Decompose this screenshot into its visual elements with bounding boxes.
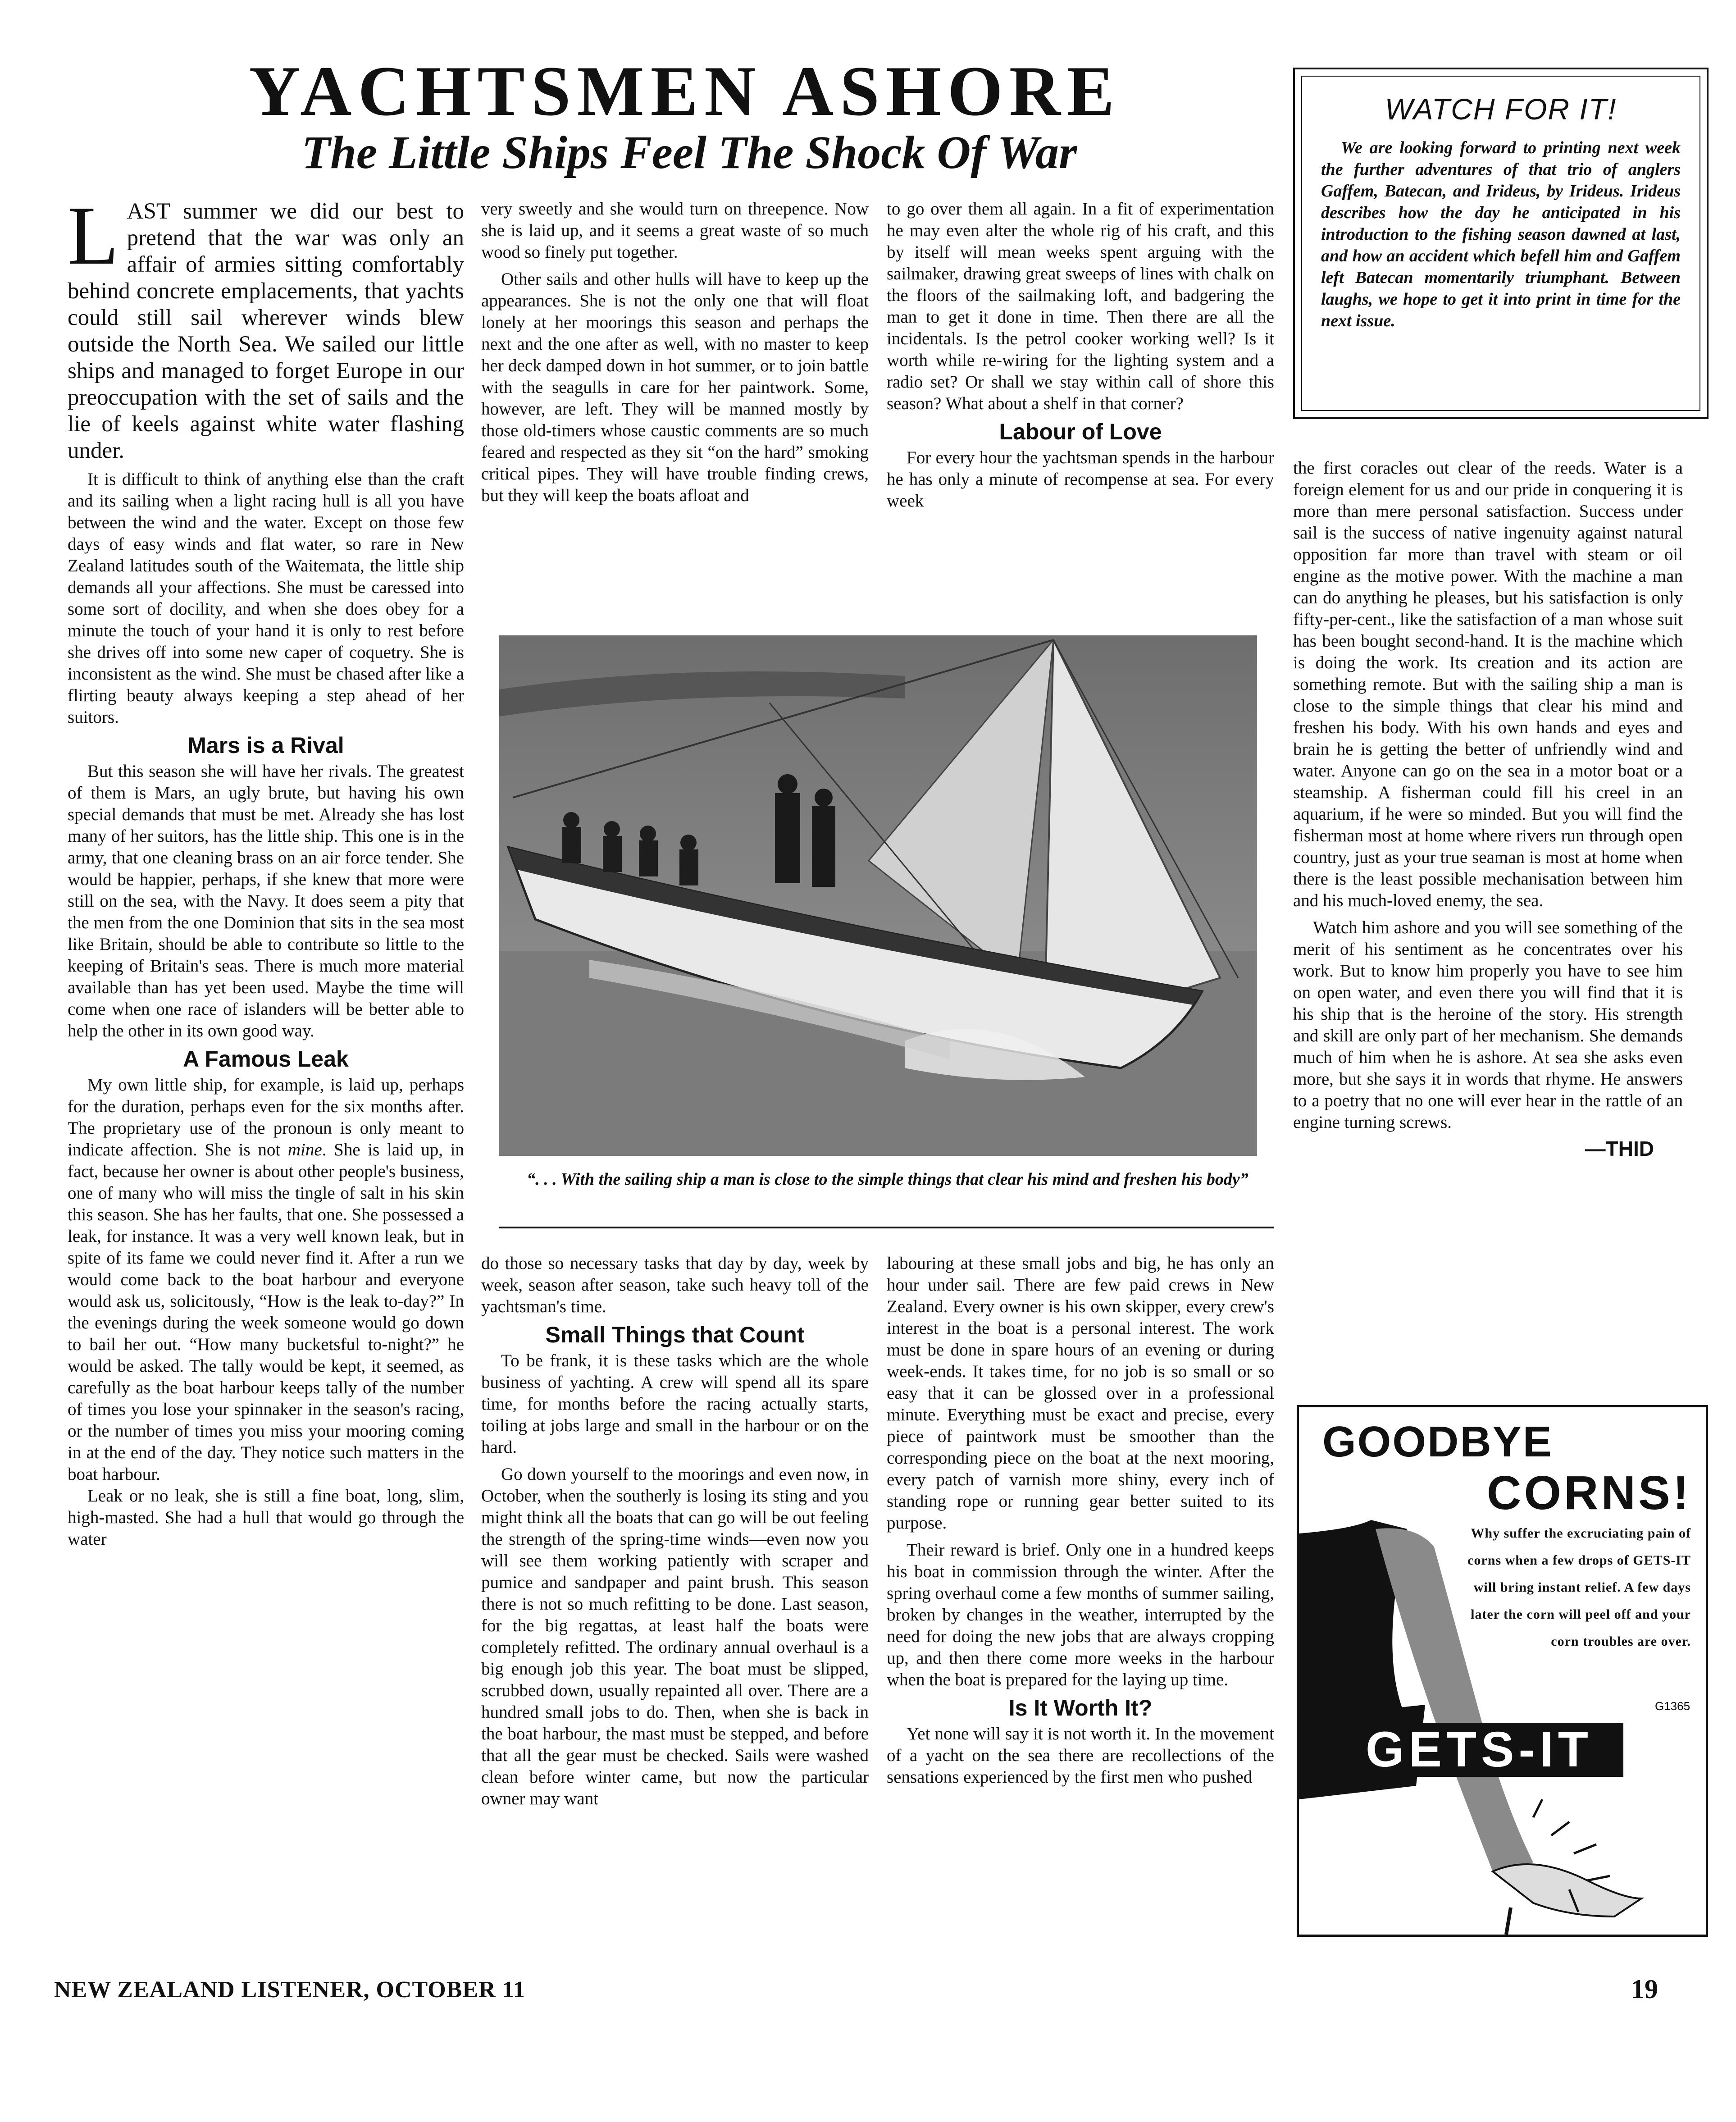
ad-headline-goodbye: GOODBYE	[1322, 1418, 1553, 1466]
paragraph: Leak or no leak, she is still a fine boat, long, slim, high-masted. She had a hull that would go through the water	[68, 1486, 464, 1549]
paragraph-text: . She is laid up, in fact, because her owner is about other people's business, one of many who will miss the tingle of salt in his skin this season. She has her faults, that one. She possessed a leak, for instance. It was a very well known leak, but in spite of its fame we could never find it. After a run we would come back to the boat harbour and everyone would ask us, solicitously, “How is the leak to-day?” In the evenings during the week someone would go down to bail her out. “How many bucketsful to-night?” he would be asked. The tally would be kept, it seemed, as carefully as the boat harbour keeps tally of the number of times you lose your spinnaker in the season's racing, or the number of times you miss your mooring coming in at the end of the day. They notice such matters in the boat harbour.	[68, 1140, 465, 1484]
watch-for-it-box	[1293, 68, 1709, 419]
article-subtitle: The Little Ships Feel The Shock Of War	[301, 127, 1077, 178]
paragraph: very sweetly and she would turn on threepence. Now she is laid up, and it seems a great waste of so much wood so finely put together.	[481, 199, 869, 262]
lead-text: AST summer we did our best to pretend that the war was only an affair of armies sitting comfortably behind concrete emplacements, that yachts could still sail wherever winds blew outside the North Sea. We sailed our little ships and managed to forget Europe in our preoccupation with the set of sails and the lie of keels against white water flashing under.	[68, 199, 464, 463]
paragraph: For every hour the yachtsman spends in the harbour he has only a minute of recompense at sea. For every week	[887, 448, 1274, 511]
section-heading: Is It Worth It?	[1008, 1695, 1153, 1720]
paragraph: Their reward is brief. Only one in a hundred keeps his boat in commission through the winter. After the spring overhaul come a few months of summer sailing, broken by changes in the weather, interrupted by the need for doing the new jobs that are always cropping up, and then there come more weeks in the harbour when the boat is prepared for the laying up time.	[887, 1540, 1274, 1689]
watch-box-title: WATCH FOR IT!	[1385, 92, 1617, 126]
publication-footer: NEW ZEALAND LISTENER, OCTOBER 11	[54, 1977, 525, 2003]
paragraph: the first coracles out clear of the reeds. Water is a foreign element for us and our pride in conquering it is more than mere personal satisfaction. Success under sail is the success of native ingenuity against natural opposition far more than travel with steam or oil engine as the motive power. With the machine a man can do anything he pleases, but his satisfaction is only fifty-per-cent., like the satisfaction of a man whose suit has been bought second-hand. It is the machine which is doing the work. Its creation and its action are something remote. But with the sailing ship a man is close to the simple things that clear his mind and freshen his body. With his own hands and eyes and brain he is getting the better of unfriendly wind and water. Anyone can go on the sea in a motor boat or a steamship. A fisherman could fill his creel in an aquarium, if he were so minded. But you will find the fisherman most at home where rivers run through open country, just as your true seaman is most at home when there is the least possible mechanisation between him and his much-loved enemy, the sea.	[1293, 458, 1683, 910]
section-heading: Small Things that Count	[545, 1322, 805, 1347]
column-1	[68, 189, 465, 1550]
lead-paragraph	[68, 189, 464, 464]
column-3-top	[887, 198, 1274, 512]
horizontal-rule	[499, 1227, 1274, 1228]
paragraph: Watch him ashore and you will see something of the merit of his sentiment as he concentrates over his work. But to know him properly you have to see him on open water, and even there you will find that it is his ship that is the heroine of the story. His strength and skill are only part of her mechanism. She demands much of him when he is ashore. At sea she asks even more, but she says it in words that rhyme. He answers to a poetry that no one will ever hear in the rattle of an engine turning screws.	[1293, 918, 1683, 1132]
paragraph-text: My own little ship, for example, is laid up, perhaps for the duration, perhaps even for the six months after. The proprietary use of the pronoun is only meant to indicate affection. She is not	[68, 1075, 464, 1159]
ad-code: G1365	[1655, 1699, 1690, 1713]
ad-brand-banner: GETS-IT	[1335, 1723, 1623, 1777]
page-number: 19	[1631, 1974, 1658, 2004]
drop-cap: L	[68, 189, 119, 282]
paragraph: But this season she will have her rivals. The greatest of them is Mars, an ugly brute, but having his own special demands that must be met. Already she has lost many of her suitors, has the little ship. This one is in the army, that one cleaning brass on an air force tender. She would be happier, perhaps, if she knew that more were still on the sea, with the Navy. It does seem a pity that the men from the one Dominion that sits in the sea most like Britain, should be able to contribute so little to the keeping of Britain's seas. There is much more material available than has yet been used. Maybe the time will come when one race of islanders will be better able to help the other in its own good way.	[68, 762, 464, 1040]
paragraph: To be frank, it is these tasks which are the whole business of yachting. A crew will spend all its spare time, for months before the racing actually starts, toiling at jobs large and small in the harbour or on the hard.	[481, 1351, 869, 1457]
section-heading: Labour of Love	[999, 419, 1162, 444]
column-2-top	[481, 198, 869, 507]
paragraph: It is difficult to think of anything else than the craft and its sailing when a light racing hull is all you have between the wind and the water. Except on those few days of easy winds and flat water, so rare in New Zealand latitudes south of the Waitemata, the little ship demands all your affections. She must be caressed into some sort of docility, and when she does obey for a minute the touch of your hand it is only to rest before she drives off into some new caper of coquetry. She is inconsistent as the wind. She must be chased after like a flirting beauty always keeping a step ahead of her suitors.	[68, 470, 464, 727]
ad-body: Why suffer the excruciating pain of corns when a few drops of GETS-IT will bring instant relief. A few days later the corn will peel off and your corn troubles are over.	[1467, 1526, 1691, 1649]
emphasis: mine	[287, 1140, 322, 1159]
paragraph: Go down yourself to the moorings and even now, in October, when the southerly is losing its sting and you might think all the boats that can go will be out feeling the strength of the spring-time winds—even now you will see them working patiently with scraper and pumice and sandpaper and paint brush. This season there is not so much refitting to be done. Last season, for the big regattas, at least half the boats were completely refitted. The ordinary annual overhaul is a big enough job this year. The boat must be slipped, scrubbed down, usually repainted all over. There are a hundred small jobs to do. Then, when she is back in the boat harbour, the mast must be stepped, and before that all the gear must be checked. Sails were washed clean before winter came, but now the particular owner may want	[481, 1465, 869, 1808]
paragraph	[68, 1074, 464, 1485]
paragraph: do those so necessary tasks that day by day, week by week, season after season, take such heavy toll of the yachtsman's time.	[481, 1254, 869, 1316]
article-title: YACHTSMEN ASHORE	[249, 52, 1121, 131]
yacht-photo	[499, 635, 1257, 1156]
column-3-bottom	[887, 1253, 1274, 1788]
column-2-bottom	[481, 1253, 869, 1810]
paragraph: labouring at these small jobs and big, he has only an hour under sail. There are few paid crews in New Zealand. Every owner is his own skipper, every crew's interest in the boat is a personal interest. The work must be done in spare hours of an evening or during week-ends. It takes time, for no job is so small or so easy that it can be glossed over in a professional minute. Everything must be exact and precise, every piece of paintwork must be smoother than the corresponding piece on the boat at the next mooring, every patch of varnish more shiny, every inch of standing rope or running gear better suited to its purpose.	[887, 1254, 1274, 1533]
author-signature: —THID	[1585, 1137, 1654, 1160]
watch-box-body: We are looking forward to printing next week the further adventures of that trio of anglers Gaffem, Batecan, and Irideus, by Irideus. Irideus describes how the day he anticipated in his introduction to the fishing season dawned at last, and how an accident which befell him and Gaffem left Batecan momentarily triumphant. Between laughs, we hope to get it into print in time for the next issue.	[1321, 138, 1681, 330]
photo-caption: “. . . With the sailing ship a man is close to the simple things that clear his mind and freshen his body”	[527, 1170, 1248, 1189]
paragraph: Yet none will say it is not worth it. In the movement of a yacht on the sea there are recollections of the sensations experienced by the first men who pushed	[887, 1724, 1274, 1787]
section-heading: A Famous Leak	[183, 1046, 349, 1072]
paragraph: Other sails and other hulls will have to keep up the appearances. She is not the only one that will float lonely at her moorings this season and perhaps the next and the one after as well, with no master to keep her deck damped down in hot summer, or to join battle with the seagulls in care for her paintwork. Some, however, are left. They will be manned mostly by those old-timers whose caustic comments are so much feared and respected as they sit “on the hard” smoking critical pipes. They will have trouble finding crews, but they will keep the boats afloat and	[481, 269, 869, 505]
section-heading: Mars is a Rival	[187, 733, 344, 758]
paragraph: to go over them all again. In a fit of experimentation he may even alter the whole rig of his craft, and this by itself will mean weeks spent arguing with the sailmaker, drawing great sweeps of lines with chalk on the floors of the sailmaking loft, and badgering the man to get it done in time. Then there are all the incidentals. Is the petrol cooker working well? Is it worth while re-wiring for the lighting system and a radio set? Or shall we stay within call of shore this season? What about a shelf in that corner?	[887, 199, 1274, 413]
sailing-yacht-illustration	[499, 635, 1257, 1156]
gets-it-advertisement	[1297, 1405, 1708, 1937]
column-4	[1293, 457, 1683, 1159]
ad-headline-corns: CORNS!	[1486, 1466, 1691, 1520]
